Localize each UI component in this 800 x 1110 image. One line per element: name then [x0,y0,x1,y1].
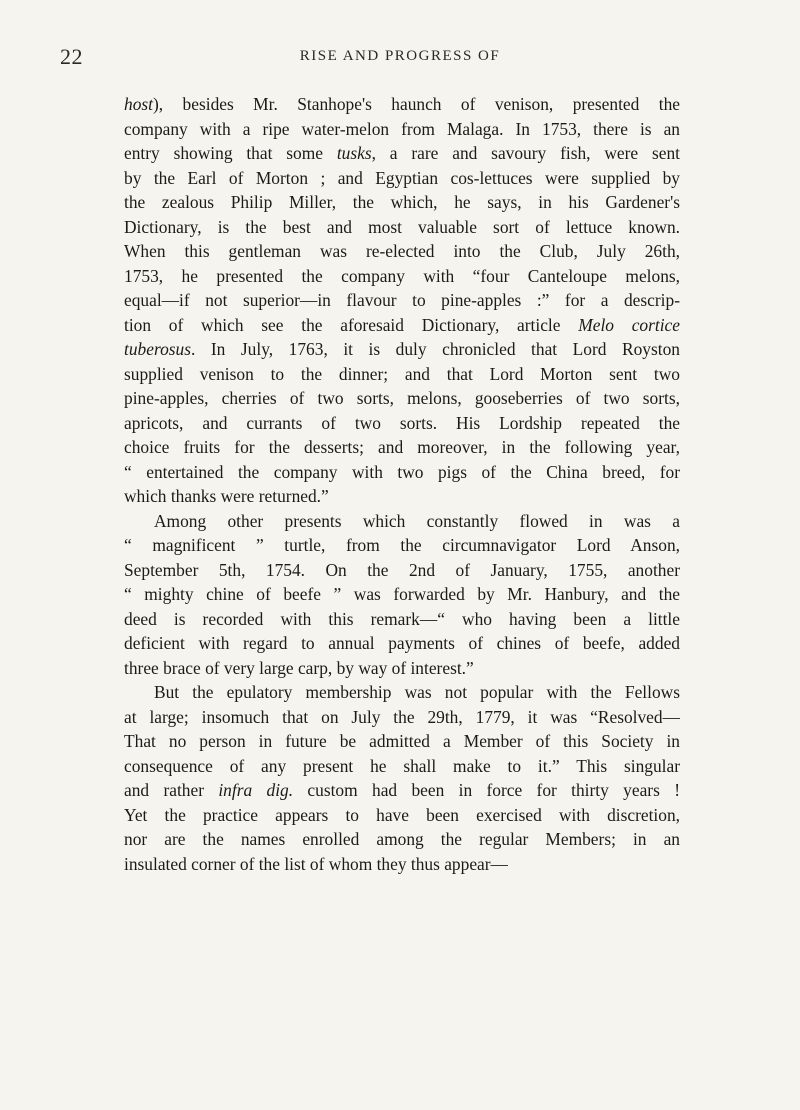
italic-text: Melo cortice [578,314,680,335]
text-line [124,558,680,583]
text-segment: pine-apples, cherries of two sorts, melons, gooseberries of two sorts, [124,388,680,408]
text-line [124,239,680,264]
text-line [124,656,680,681]
italic-text: host [124,94,153,114]
text-line [124,729,680,754]
text-segment: by the Earl of Morton ; and Egyptian cos-lettuces were supplied by [124,167,680,188]
text-line [124,288,680,313]
text-segment: “ magnificent ” turtle, from the circumnavigator Lord Anson, [124,535,680,555]
text-line [124,313,680,338]
text-segment: three brace of very large carp, by way of interest.” [124,657,474,678]
text-line [124,166,680,191]
text-segment: deed is recorded with this remark—“ who having been a little [124,608,680,629]
text-segment: “ entertained the company with two pigs of the China breed, for [124,461,680,482]
text-segment: company with a ripe water-melon from Malaga. In 1753, there is an [124,118,680,139]
text-segment: entry showing that some [124,143,337,163]
text-line [124,582,680,607]
text-segment: insulated corner of the list of whom they thus appear— [124,853,508,874]
text-line [124,141,680,166]
text-segment: , a rare and savoury fish, were sent [371,143,680,163]
text-segment: That no person in future be admitted a Member of this Society in [124,731,680,751]
text-line [124,337,680,362]
text-line [124,190,680,215]
text-segment: the zealous Philip Miller, the which, he says, in his Gardener's [124,192,680,212]
text-line [124,362,680,387]
text-line [124,852,680,877]
text-line [124,607,680,632]
text-line [124,631,680,656]
text-segment: 1753, he presented the company with “four Canteloupe melons, [124,265,680,286]
text-segment: Among other presents which constantly flowed in was a [154,510,680,531]
text-segment: ), besides Mr. Stanhope's haunch of venison, presented the [153,94,680,114]
text-line [124,484,680,509]
text-line [124,533,680,558]
text-segment: “ mighty chine of beefe ” was forwarded by Mr. Hanbury, and the [124,584,680,604]
running-head: RISE AND PROGRESS OF [299,48,501,64]
text-line [124,386,680,411]
text-line [124,435,680,460]
text-segment: . In July, 1763, it is duly chronicled that Lord Royston [191,339,680,359]
text-segment: nor are the names enrolled among the regular Members; in an [124,829,680,849]
text-segment: apricots, and currants of two sorts. His Lordship repeated the [124,412,680,433]
text-segment: But the epulatory membership was not popular with the Fellows [154,682,680,702]
text-segment: supplied venison to the dinner; and that Lord Morton sent two [124,363,680,384]
text-segment: equal—if not superior—in flavour to pine-apples :” for a descrip- [124,290,680,310]
italic-text: tusks [336,143,372,163]
text-segment: Dictionary, is the best and most valuable sort of lettuce known. [124,216,680,237]
text-segment: September 5th, 1754. On the 2nd of January, 1755, another [124,559,680,580]
text-segment: which thanks were returned.” [124,486,329,506]
text-segment: and rather [124,780,219,800]
text-line [124,803,680,828]
text-segment: Yet the practice appears to have been exercised with discretion, [124,804,680,825]
text-line [124,680,680,705]
italic-text: tuberosus [124,339,191,359]
text-segment: deficient with regard to annual payments of chines of beefe, added [124,633,680,653]
text-line [124,460,680,485]
text-line [124,705,680,730]
italic-text: infra dig. [218,780,294,800]
text-line [124,509,680,534]
text-segment: choice fruits for the desserts; and moreover, in the following year, [124,437,680,457]
text-line [124,117,680,142]
text-segment: custom had been in force for thirty years ! [293,780,680,800]
text-line [124,827,680,852]
text-line [124,215,680,240]
page-number: 22 [60,44,83,69]
text-line [124,92,680,117]
text-segment: When this gentleman was re-elected into the Club, July 26th, [124,241,680,261]
body-text [124,92,680,876]
text-line [124,411,680,436]
text-line [124,754,680,779]
text-segment: consequence of any present he shall make to it.” This singular [124,755,680,776]
page-header [0,44,800,74]
text-segment: tion of which see the aforesaid Dictionary, article [124,314,579,335]
text-line [124,264,680,289]
text-line [124,778,680,803]
text-segment: at large; insomuch that on July the 29th, 1779, it was “Resolved— [124,706,680,727]
